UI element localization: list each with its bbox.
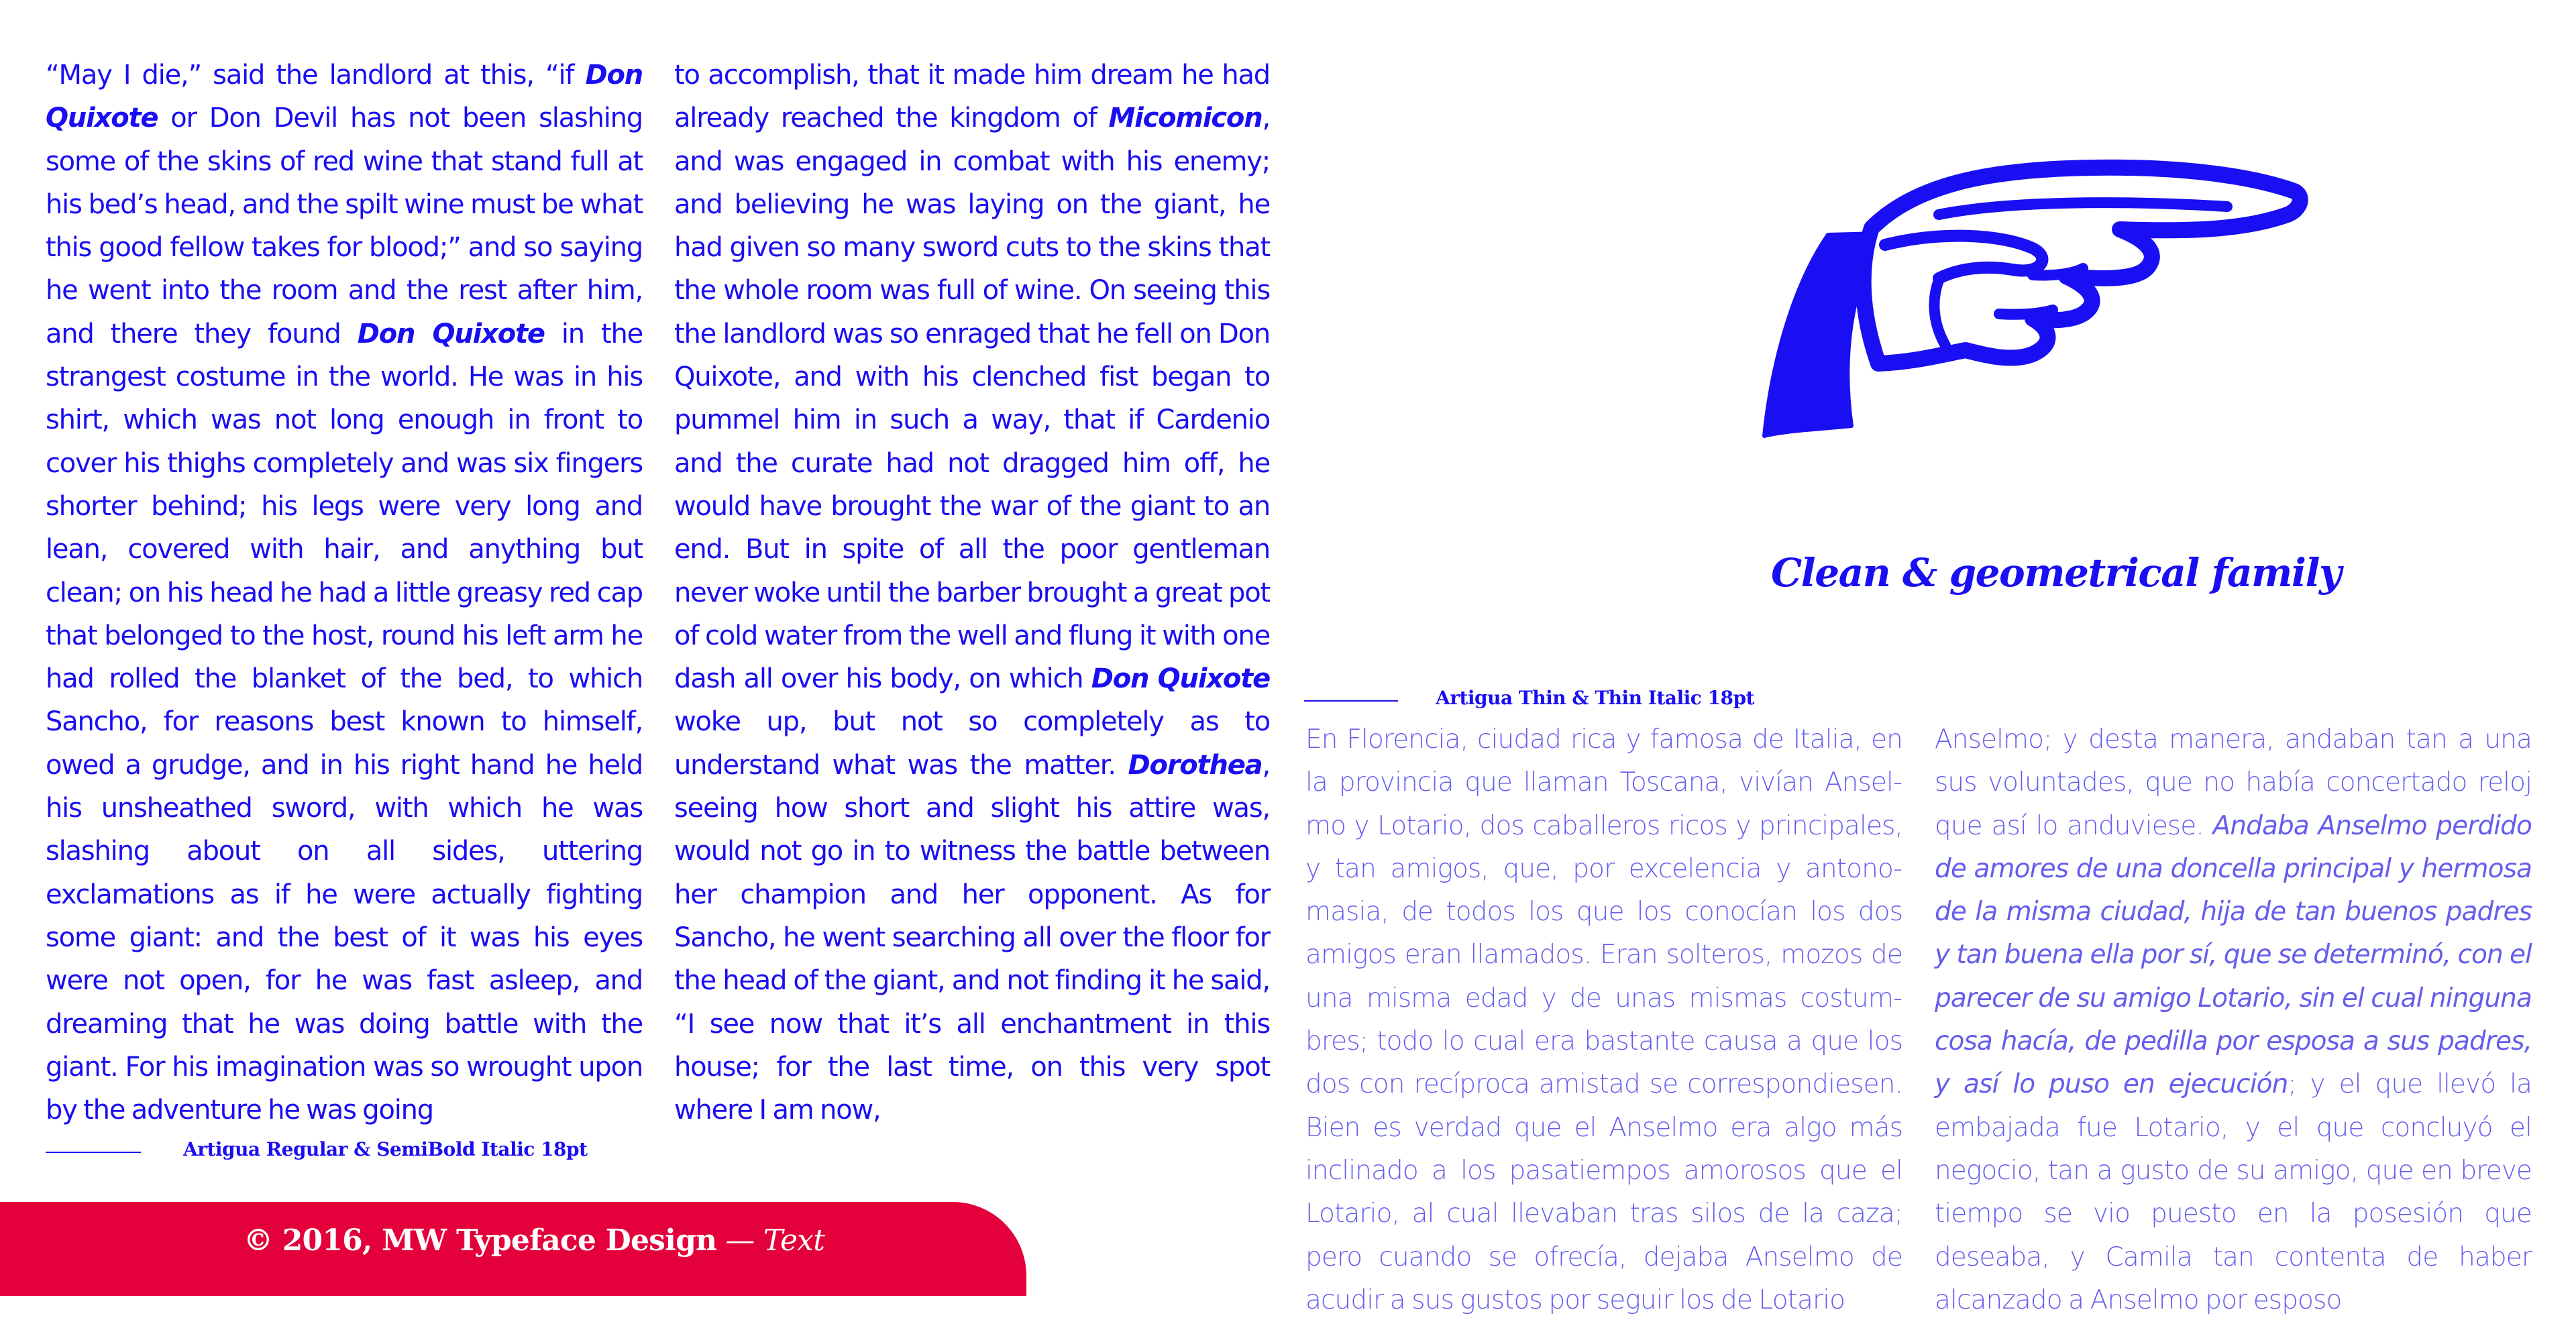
bold-italic-name: Micomicon bbox=[1108, 103, 1263, 134]
text-run: En Florencia, ciudad rica y famosa de Italia, en la provincia que llaman Toscana, vivían Anselmo y Lotario, dos caballeros ricos y principales, y tan amigos, que, por excelencia y antonomasia, de todos los que los conocían los dos amigos eran llamados. Eran solteros, mozos de una misma edad y de unas mismas costumbres; todo lo cual era bastante causa a que los dos con recíproca amistad se correspondiesen. Bien es verdad que el Anselmo era algo más inclinado a los pasatiempos amorosos que el Lotario, al cual llevaban tras silos de la caza; pero cuando se ofrecía, dejaba Anselmo de acudir a sus gustos por seguir los de Lotario bbox=[1305, 724, 1902, 1315]
font-sample-caption-left: Artigua Regular & SemiBold Italic 18pt bbox=[183, 1138, 588, 1160]
text-run: in the strangest costume in the world. He was in his shirt, which was not long enough in front to cover his thighs completely and was six fingers shorter behind; his legs were very long and lean, covered with hair, and anything but clean; on his head he had a little greasy red cap that belonged to the host, round his left arm he had rolled the blanket of the bed, to which Sancho, for reasons best known to himself, owed a grudge, and in his right hand he held his unsheathed sword, with which he was slashing about on all sides, uttering exclamations as if he were actually fighting some giant: and the best of it was his eyes were not open, for he was fast asleep, and dreaming that he was doing battle with the giant. For his imagination was so wrought upon by the adventure he was going bbox=[46, 318, 643, 1126]
pointing-hand-icon bbox=[1717, 154, 2321, 449]
text-run: , seeing how short and slight his attire was, would not go in to witness the battle between her champion and her opponent. As for Sancho, he went searching all over the floor for the head of the giant, and not finding it he said, “I see now that it’s all enchantment in this house; for the last time, on this very spot where I am now, bbox=[674, 749, 1270, 1126]
text-run: woke up, but not so completely as to understand what was the matter. bbox=[674, 706, 1270, 781]
bold-italic-name: Don Quixote bbox=[357, 318, 545, 349]
text-run: ; y el que llevó la embajada fue Lotario, y el que concluyó el negocio, tan a gusto de su amigo, que en breve tiempo se vio puesto en la posesión que deseaba, y Camila tan contenta de haber alcanzado a Anselmo por esposo bbox=[1935, 1069, 2532, 1315]
text-run: Anselmo; y desta manera, andaban tan a una sus voluntades, que no había concertado reloj que así lo anduviese. bbox=[1935, 724, 2532, 841]
section-label: Text bbox=[763, 1223, 825, 1258]
bold-italic-name: Don Quixote bbox=[1091, 663, 1271, 695]
caption-rule-right bbox=[1304, 700, 1398, 702]
tagline: Clean & geometrical family bbox=[1771, 550, 2341, 596]
bold-italic-name: Don Quixote bbox=[46, 60, 643, 134]
caption-rule-left bbox=[46, 1152, 141, 1153]
copyright-text: © 2016, MW Typeface Design bbox=[244, 1223, 717, 1258]
footer-credit bbox=[244, 1223, 824, 1258]
spanish-text-column-2 bbox=[1935, 718, 2532, 1322]
english-text-column-2 bbox=[674, 54, 1270, 1132]
text-run: or Don Devil has not been slashing some of the skins of red wine that stand full at his bed’s head, and the spilt wine must be what this good fellow takes for blood;” and so saying he went into the room and the rest after him, and there they found bbox=[46, 103, 643, 349]
font-sample-caption-right: Artigua Thin & Thin Italic 18pt bbox=[1436, 687, 1754, 709]
italic-run: Andaba Anselmo perdido de amores de una doncella principal y hermosa de la misma ciudad, hija de tan buenos padres y tan buena ella por sí, que se determinó, con el parecer de su amigo Lotario, sin el cual ninguna cosa hacía, de pedilla por esposa a sus padres, y así lo puso en ejecución bbox=[1935, 810, 2532, 1100]
text-run: “May I die,” said the landlord at this, “if bbox=[46, 60, 586, 91]
bold-italic-name: Dorothea bbox=[1128, 749, 1263, 781]
text-run: , and was engaged in combat with his enemy; and believing he was laying on the giant, he had given so many sword cuts to the skins that the whole room was full of wine. On seeing this the landlord was so enraged that he fell on Don Quixote, and with his clenched fist began to pummel him in such a way, that if Cardenio and the curate had not dragged him off, he would have brought the war of the giant to an end. But in spite of all the poor gentleman never woke until the barber brought a great pot of cold water from the well and flung it with one dash all over his body, on which bbox=[674, 103, 1270, 695]
text-run: to accomplish, that it made him dream he had already reached the kingdom of bbox=[674, 60, 1270, 134]
english-text-column-1 bbox=[46, 54, 643, 1132]
footer-dash: — bbox=[716, 1223, 763, 1258]
spanish-text-column-1 bbox=[1305, 718, 1902, 1322]
